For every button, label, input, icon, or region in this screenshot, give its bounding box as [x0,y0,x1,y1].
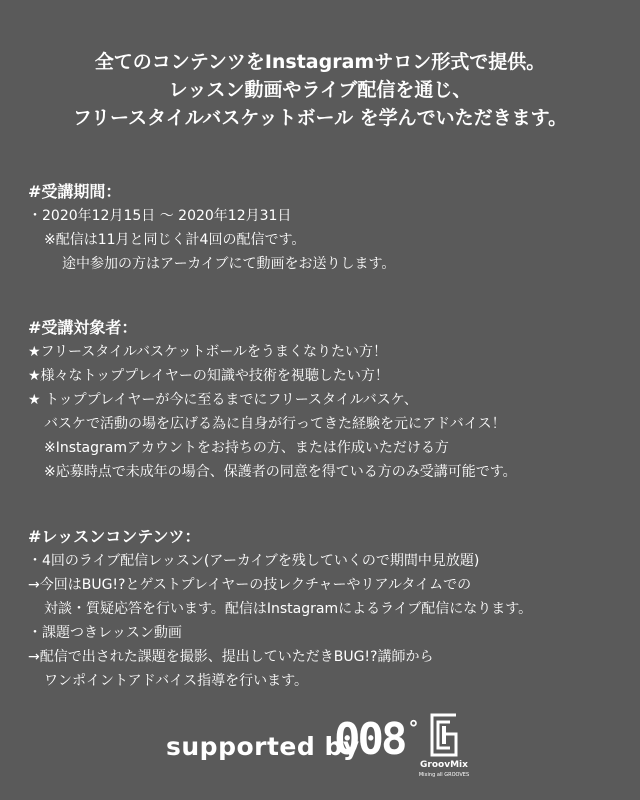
period-section [28,180,628,276]
contents-line: ワンポイントアドバイス指導を行います。 [44,673,309,689]
groovmix-tagline: Mixing all GROOVES [418,772,470,778]
groovmix-emblem-icon [428,712,460,758]
supported-by-label: supported by [166,732,360,761]
intro-line: レッスン動画やライブ配信を通じ、 [168,79,472,101]
groovmix-name: GroovMix [420,760,468,770]
contents-line: ・4回のライブ配信レッスン(アーカイブを残していくので期間中見放題) [28,553,480,569]
intro-line: 全てのコンテンツをInstagramサロン形式で提供。 [94,51,546,73]
logo-008-text: 008 [334,714,405,765]
period-line: 途中参加の方はアーカイブにて動画をお送りします。 [62,256,396,272]
intro-line: フリースタイルバスケットボール を学んでいただきます。 [72,107,568,129]
target-section [28,316,628,484]
contents-heading: #レッスンコンテンツ： [28,527,201,546]
contents-line: →今回はBUG!?とゲストプレイヤーの技レクチャーやリアルタイムでの [28,577,472,593]
target-line: ※Instagramアカウントをお持ちの方、または作成いただける方 [44,440,449,456]
logo-008-degree: ° [407,716,417,740]
period-line: ・2020年12月15日 ～ 2020年12月31日 [28,208,292,224]
contents-line: →配信で出された課題を撮影、提出していただきBUG!?講師から [28,649,434,665]
target-line: ★ トッププレイヤーが今に至るまでにフリースタイルバスケ、 [28,392,418,408]
contents-line: ・課題つきレッスン動画 [28,625,182,641]
sponsor-footer [0,712,640,790]
period-line: ※配信は11月と同じく計4回の配信です。 [44,232,306,248]
target-line: ※応募時点で未成年の場合、保護者の同意を得ている方のみ受講可能です。 [44,464,517,480]
logo-008 [334,714,417,765]
target-heading: #受講対象者： [28,318,138,337]
target-line: ★様々なトッププレイヤーの知識や技術を視聴したい方！ [28,368,389,384]
contents-section [28,525,628,693]
intro-text [0,48,640,132]
contents-line: 対談・質疑応答を行います。配信はInstagramによるライブ配信になります。 [44,601,533,617]
groovmix-logo [420,712,468,788]
target-line: ★フリースタイルバスケットボールをうまくなりたい方！ [28,344,388,360]
target-line: バスケで活動の場を広げる為に自身が行ってきた経験を元にアドバイス！ [44,416,506,432]
period-heading: #受講期間： [28,182,122,201]
